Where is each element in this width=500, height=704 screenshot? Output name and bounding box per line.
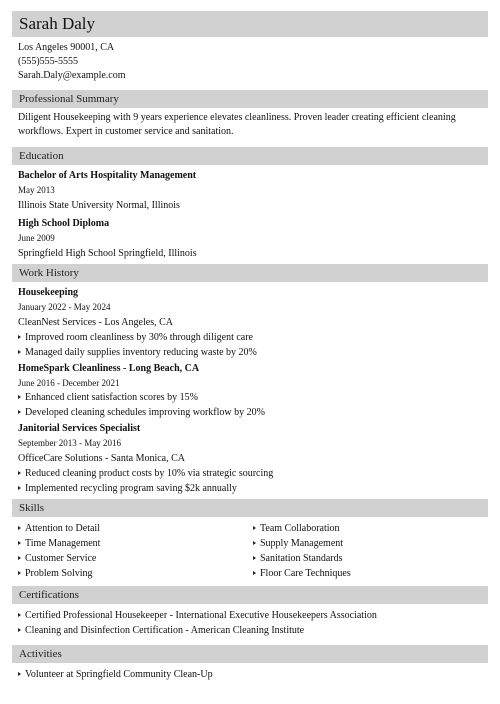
degree-date: June 2009 [18, 233, 55, 243]
list-item: Implemented recycling program saving $2k annually [18, 481, 488, 496]
degree-title: Bachelor of Arts Hospitality Management [18, 170, 197, 181]
bullet-icon [18, 571, 21, 575]
section-header-certifications: Certifications [12, 586, 488, 604]
job-dates: June 2016 - December 2021 [18, 378, 120, 388]
school-name: Springfield High School Springfield, Illinois [18, 248, 197, 259]
phone: (555)555-5555 [18, 56, 78, 67]
bullet-icon [18, 395, 21, 399]
job-bullets [18, 330, 488, 360]
bullet-icon [18, 335, 21, 339]
bullet-icon [18, 556, 21, 560]
job-company: OfficeCare Solutions - Santa Monica, CA [18, 453, 186, 464]
bullet-icon [18, 486, 21, 490]
job-company: CleanNest Services - Los Angeles, CA [18, 317, 173, 328]
list-item: Enhanced client satisfaction scores by 15% [18, 390, 488, 405]
list-item: Reduced cleaning product costs by 10% via strategic sourcing [18, 466, 488, 481]
job-title: Janitorial Services Specialist [18, 423, 141, 434]
list-item: Certified Professional Housekeeper - International Executive Housekeepers Association [18, 608, 488, 623]
bullet-icon [18, 613, 21, 617]
list-item: Problem Solving [18, 566, 253, 581]
section-header-activities: Activities [12, 645, 488, 663]
list-item: Managed daily supplies inventory reducing waste by 20% [18, 345, 488, 360]
name-header: Sarah Daly [12, 11, 488, 37]
job-bullets [18, 466, 488, 496]
bullet-icon [253, 571, 256, 575]
certifications-list [18, 608, 488, 638]
list-item: Team Collaboration [253, 521, 488, 536]
list-item: Developed cleaning schedules improving workflow by 20% [18, 405, 488, 420]
section-header-education: Education [12, 147, 488, 165]
job-bullets [18, 390, 488, 420]
education-entry [18, 217, 488, 261]
address: Los Angeles 90001, CA [18, 42, 115, 53]
list-item: Sanitation Standards [253, 551, 488, 566]
activities-list [18, 667, 488, 682]
list-item: Time Management [18, 536, 253, 551]
bullet-icon [18, 350, 21, 354]
bullet-icon [18, 541, 21, 545]
work-history-list [18, 286, 488, 496]
job-entry [18, 422, 488, 496]
bullet-icon [18, 410, 21, 414]
section-header-work-history: Work History [12, 264, 488, 282]
list-item: Supply Management [253, 536, 488, 551]
job-entry [18, 286, 488, 360]
skills-column-left [18, 521, 253, 581]
job-dates: September 2013 - May 2016 [18, 438, 121, 448]
bullet-icon [18, 471, 21, 475]
job-entry [18, 362, 488, 420]
degree-date: May 2013 [18, 185, 55, 195]
degree-title: High School Diploma [18, 218, 110, 229]
bullet-icon [18, 526, 21, 530]
activities-bullets [18, 667, 488, 682]
list-item: Improved room cleanliness by 30% through diligent care [18, 330, 488, 345]
skills-grid [18, 521, 488, 581]
email: Sarah.Daly@example.com [18, 70, 126, 81]
bullet-icon [253, 541, 256, 545]
list-item: Attention to Detail [18, 521, 253, 536]
education-entry [18, 169, 488, 213]
bullet-icon [18, 628, 21, 632]
summary-text: Diligent Housekeeping with 9 years experience elevates cleanliness. Proven leader creating efficient cleaning workflows. Expert in customer service and sanitation. [18, 112, 456, 137]
job-dates: January 2022 - May 2024 [18, 302, 111, 312]
bullet-icon [253, 526, 256, 530]
education-list [18, 169, 488, 261]
section-header-skills: Skills [12, 499, 488, 517]
job-title: Housekeeping [18, 287, 79, 298]
skills-column-right [253, 521, 488, 581]
contact-info [18, 41, 126, 83]
certifications-bullets [18, 608, 488, 638]
job-title: HomeSpark Cleanliness - Long Beach, CA [18, 363, 200, 374]
bullet-icon [253, 556, 256, 560]
list-item: Customer Service [18, 551, 253, 566]
section-header-summary: Professional Summary [12, 90, 488, 108]
school-name: Illinois State University Normal, Illinois [18, 200, 180, 211]
list-item: Cleaning and Disinfection Certification - American Cleaning Institute [18, 623, 488, 638]
list-item: Floor Care Techniques [253, 566, 488, 581]
bullet-icon [18, 672, 21, 676]
list-item: Volunteer at Springfield Community Clean-Up [18, 667, 488, 682]
